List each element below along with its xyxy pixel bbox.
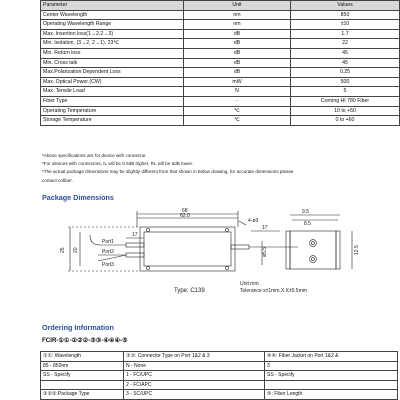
spec-cell-parameter: Operating Temperature bbox=[41, 106, 184, 116]
note-line: *For devices with connectors, IL will be 0.5dB higher, RL will be 5dB lower. bbox=[42, 161, 194, 167]
ordering-cell bbox=[41, 380, 124, 390]
dim-hole: 4-ø3 bbox=[248, 218, 259, 224]
dim-top: 68 bbox=[182, 208, 188, 214]
spec-cell-parameter: Min. Isolation, (3→2, 2→1), 23℃ bbox=[41, 39, 184, 49]
spec-row bbox=[41, 48, 400, 58]
ordering-table bbox=[40, 351, 398, 400]
port2-label: Port2 bbox=[102, 249, 114, 255]
dim-left-offset: 17 bbox=[132, 232, 138, 238]
spec-cell-unit: mW bbox=[184, 77, 291, 87]
ordering-body bbox=[41, 352, 398, 400]
spec-cell-unit: N bbox=[184, 87, 291, 97]
spec-cell-parameter: Max.Polarization Dependent Loss bbox=[41, 68, 184, 78]
spec-cell-unit: ℃ bbox=[184, 106, 291, 116]
ordering-cell: SS - Specify bbox=[265, 371, 398, 381]
spec-cell-value: 500 bbox=[291, 77, 400, 87]
spec-row bbox=[41, 68, 400, 78]
spec-cell-value: 5 bbox=[291, 87, 400, 97]
spec-cell-unit: dB bbox=[184, 39, 291, 49]
spec-cell-unit: dB bbox=[184, 29, 291, 39]
spec-cell-value: 45 bbox=[291, 58, 400, 68]
spec-cell-parameter: Max. Tensile Load bbox=[41, 87, 184, 97]
spec-cell-unit: nm bbox=[184, 10, 291, 20]
spec-cell-parameter: Max. Optical Power (CW) bbox=[41, 77, 184, 87]
spec-row bbox=[41, 116, 400, 126]
spec-body bbox=[41, 10, 400, 125]
dim-left-height: 25 bbox=[60, 247, 66, 253]
ordering-cell bbox=[265, 380, 398, 390]
port3-label: Port3 bbox=[102, 262, 114, 268]
spec-row bbox=[41, 29, 400, 39]
spec-cell-value: 22 bbox=[291, 39, 400, 49]
dim-side-sub: 8.5 bbox=[304, 221, 311, 227]
spec-row bbox=[41, 20, 400, 30]
ordering-cell: 2 - FC/APC bbox=[124, 380, 265, 390]
dim-pitch: 17 bbox=[262, 225, 268, 231]
ordering-row bbox=[41, 371, 398, 381]
dim-inner-height: 20 bbox=[73, 247, 79, 253]
note-line: *Above specifications are for device with connector. bbox=[42, 153, 147, 158]
ordering-cell: ④④: Fiber Jacket on Port 1&2 & bbox=[265, 352, 398, 362]
note-line: contact cofiber. bbox=[42, 177, 73, 183]
spec-cell-value: Corning HI 780 Fiber bbox=[291, 96, 400, 106]
spec-cell-value: 850 bbox=[291, 10, 400, 20]
spec-cell-parameter: Min. Cross talk bbox=[41, 58, 184, 68]
specification-table bbox=[40, 0, 400, 126]
spec-cell-value: 0.25 bbox=[291, 68, 400, 78]
spec-cell-value: ±10 bbox=[291, 20, 400, 30]
unit-label: Unit:mm bbox=[240, 281, 259, 287]
tolerance-label: Tolerance:x±1mm,X.X±0.5mm bbox=[240, 288, 307, 294]
dim-side-top: 9.5 bbox=[302, 209, 309, 215]
ordering-cell: ②②②:Package Type bbox=[41, 390, 124, 400]
package-drawing bbox=[40, 203, 400, 303]
ordering-cell: 3 - SC/UPC bbox=[124, 390, 265, 400]
ordering-row bbox=[41, 380, 398, 390]
dim-diameter: ø5.5 bbox=[262, 246, 268, 257]
type-label: Type: C139 bbox=[174, 288, 205, 294]
spec-header-values: Values bbox=[291, 1, 400, 11]
ordering-row bbox=[41, 361, 398, 371]
ordering-cell: 3 bbox=[265, 361, 398, 371]
spec-row bbox=[41, 106, 400, 116]
spec-cell-parameter: Fiber Type bbox=[41, 96, 184, 106]
ordering-cell: ③③: Connector Type on Port 1&2 & 3 bbox=[124, 352, 265, 362]
note-line: *The actual package dimensions may be slightly different from that shown in below drawing, for accurate dimensions please bbox=[42, 169, 294, 175]
spec-cell-parameter: Operating Wavelength Range bbox=[41, 20, 184, 30]
spec-cell-value: 0 to +60 bbox=[291, 116, 400, 126]
spec-row bbox=[41, 77, 400, 87]
spec-row bbox=[41, 10, 400, 20]
spec-row bbox=[41, 96, 400, 106]
spec-cell-value: 10 to +50 bbox=[291, 106, 400, 116]
ordering-cell: SS - Specify bbox=[41, 371, 124, 381]
spec-cell-unit: dB bbox=[184, 58, 291, 68]
spec-notes bbox=[42, 152, 293, 185]
ordering-information-heading: Ordering Information bbox=[42, 323, 114, 332]
ordering-row bbox=[41, 390, 398, 400]
spec-row bbox=[41, 87, 400, 97]
spec-header-row bbox=[41, 1, 400, 11]
ordering-cell: ⑤: Fiber Length bbox=[265, 390, 398, 400]
package-dimensions-heading: Package Dimensions bbox=[42, 193, 114, 202]
ordering-cell: ①①: Wavelength bbox=[41, 352, 124, 362]
ordering-code: FCIR-①①-②②②-③③-④④④-⑤ bbox=[42, 337, 128, 344]
spec-cell-parameter: Max. Insertion loss(1→2,2→3) bbox=[41, 29, 184, 39]
port1-label: Port1 bbox=[102, 239, 114, 245]
spec-cell-unit: dB bbox=[184, 68, 291, 78]
spec-row bbox=[41, 39, 400, 49]
spec-cell-parameter: Storage Temperature bbox=[41, 116, 184, 126]
spec-cell-unit: nm bbox=[184, 20, 291, 30]
spec-cell-parameter: Min. Return loss bbox=[41, 48, 184, 58]
spec-cell-parameter: Center Wavelength bbox=[41, 10, 184, 20]
ordering-row bbox=[41, 352, 398, 362]
spec-cell-value: 45 bbox=[291, 48, 400, 58]
ordering-cell: N - None bbox=[124, 361, 265, 371]
dim-side-height: 12.5 bbox=[354, 245, 360, 255]
spec-cell-unit: dB bbox=[184, 48, 291, 58]
spec-header-unit: Unit bbox=[184, 1, 291, 11]
spec-cell-unit: ℃ bbox=[184, 116, 291, 126]
spec-row bbox=[41, 58, 400, 68]
ordering-cell: 85 - 850nm bbox=[41, 361, 124, 371]
ordering-cell: 1 - FC/UPC bbox=[124, 371, 265, 381]
spec-cell-unit: - bbox=[184, 96, 291, 106]
dim-top-sub: 62.0 bbox=[180, 213, 190, 219]
spec-header-parameter: Parameter bbox=[41, 1, 184, 11]
spec-cell-value: 1.7 bbox=[291, 29, 400, 39]
